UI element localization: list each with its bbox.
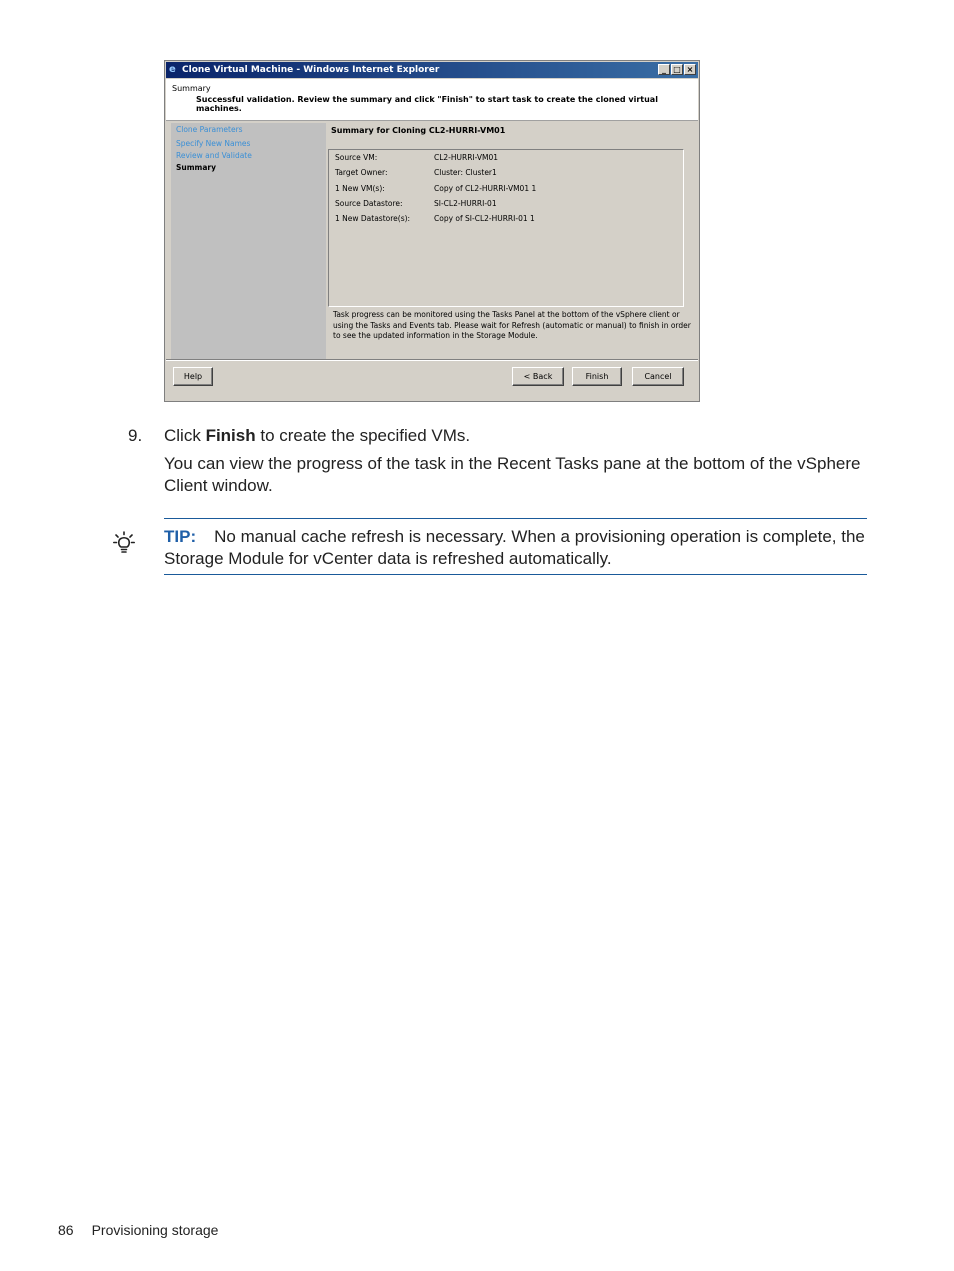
content-title: Summary for Cloning CL2-HURRI-VM01	[331, 126, 506, 135]
back-button[interactable]: < Back	[512, 367, 564, 386]
section-title: Provisioning storage	[91, 1222, 219, 1238]
clone-vm-dialog	[164, 60, 700, 402]
dialog-header	[166, 79, 698, 121]
ie-icon: e	[169, 64, 176, 75]
task-progress-note: Task progress can be monitored using the Tasks Panel at the bottom of the vSphere client or using the Tasks and Events tab. Please wait for Refresh (automatic or manual) to finish in order to see the updated information in the Storage Module.	[333, 310, 691, 340]
tip-body: No manual cache refresh is necessary. When a provisioning operation is complete, the Storage Module for vCenter data is refreshed automatically.	[164, 527, 865, 568]
header-title: Summary	[172, 84, 211, 93]
close-button[interactable]: ×	[684, 64, 696, 75]
page-footer	[58, 1222, 218, 1238]
tip-label: TIP:	[164, 527, 197, 546]
step-bold: Finish	[205, 426, 256, 445]
nav-review-and-validate[interactable]: Review and Validate	[176, 151, 252, 160]
nav-specify-new-names[interactable]: Specify New Names	[176, 139, 251, 148]
lightbulb-icon	[113, 530, 135, 556]
window-titlebar	[166, 62, 698, 78]
nav-clone-parameters[interactable]: Clone Parameters	[176, 125, 243, 134]
minimize-button[interactable]: _	[658, 64, 670, 75]
tip-top-rule	[164, 518, 867, 519]
button-bar-divider	[166, 359, 698, 361]
help-button[interactable]: Help	[173, 367, 213, 386]
maximize-button[interactable]: □	[671, 64, 683, 75]
cancel-button[interactable]: Cancel	[632, 367, 684, 386]
wizard-nav	[171, 123, 326, 359]
step-text: Click Finish to create the specified VMs.	[164, 426, 471, 445]
summary-box: Source VM: CL2-HURRI-VM01 Target Owner: Cluster: Cluster1 1 New VM(s): Copy of CL2-HURRI-VM01 1 Source Datastore: SI-CL2-HURRI-01 1 New Datastore(s): Copy of SI-CL2-HURRI-01 1	[328, 149, 684, 307]
window-title: Clone Virtual Machine - Windows Internet Explorer	[182, 65, 440, 75]
step-description: You can view the progress of the task in the Recent Tasks pane at the bottom of the vSphere Client window.	[164, 454, 861, 495]
step-number: 9.	[128, 426, 143, 445]
nav-summary: Summary	[176, 163, 217, 172]
finish-button[interactable]: Finish	[572, 367, 622, 386]
page-number: 86	[58, 1222, 74, 1238]
tip-text	[164, 526, 867, 570]
tip-bottom-rule	[164, 574, 867, 575]
header-message: Successful validation. Review the summary and click "Finish" to start task to create the cloned virtual machines.	[196, 95, 658, 113]
